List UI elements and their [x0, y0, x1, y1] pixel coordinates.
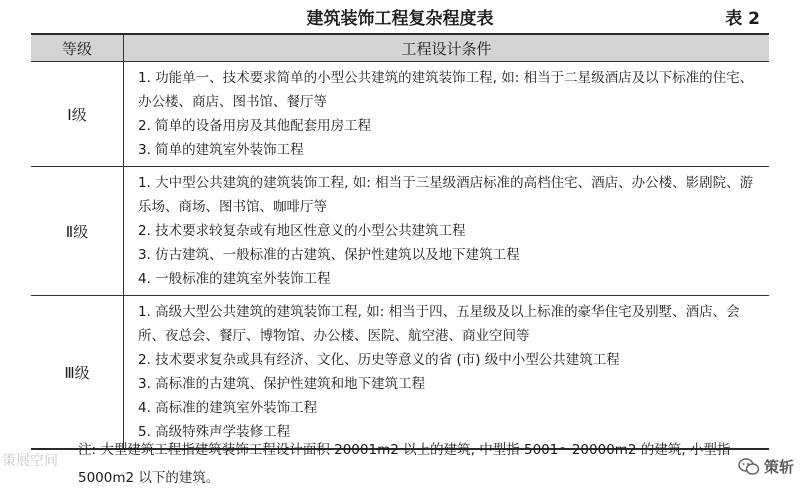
condition-item: 1. 功能单一、技术要求简单的小型公共建筑的建筑装饰工程, 如: 相当于二星级酒店及以下标准的住宅、办公楼、商店、图书馆、餐厅等: [138, 70, 754, 110]
watermark-left: 策展空间: [2, 453, 58, 469]
condition-item: 1. 大中型公共建筑的建筑装饰工程, 如: 相当于三星级酒店标准的高档住宅、酒店、办公楼、影剧院、游乐场、商场、图书馆、咖啡厅等: [138, 175, 754, 215]
grade-cell: Ⅲ级: [31, 296, 124, 450]
complexity-table: [31, 33, 769, 450]
condition-item: 4. 一般标准的建筑室外装饰工程: [138, 271, 331, 287]
watermark-right-text: 策斩: [763, 458, 794, 476]
document-title: 建筑装饰工程复杂程度表: [306, 9, 494, 29]
conditions-cell: [124, 296, 770, 450]
conditions-cell: [124, 167, 770, 296]
table-header-row: [31, 34, 769, 62]
condition-item: 4. 高标准的建筑室外装饰工程: [138, 400, 318, 416]
table-row-level-1: [31, 62, 769, 167]
condition-item: 3. 仿古建筑、一般标准的古建筑、保护性建筑以及地下建筑工程: [138, 247, 520, 263]
conditions-cell: [124, 62, 770, 167]
condition-item: 2. 技术要求复杂或具有经济、文化、历史等意义的省 (市) 级中小型公共建筑工程: [138, 352, 620, 368]
table-row-level-2: [31, 167, 769, 296]
grade-cell: Ⅰ级: [31, 62, 124, 167]
condition-item: 2. 简单的设备用房及其他配套用房工程: [138, 118, 372, 134]
condition-item: 3. 高标准的古建筑、保护性建筑和地下建筑工程: [138, 376, 426, 392]
grade-cell: Ⅱ级: [31, 167, 124, 296]
condition-item: 3. 简单的建筑室外装饰工程: [138, 142, 304, 158]
wechat-icon: [738, 458, 760, 476]
table-row-level-3: [31, 296, 769, 450]
table-note: 注: 大型建筑工程指建筑装饰工程设计面积 20001m2 以上的建筑, 中型指 5001～20000m2 的建筑, 小型指 5000m2 以下的建筑。: [78, 442, 731, 486]
condition-item: 5. 高级特殊声学装修工程: [138, 424, 291, 440]
header-conditions: 工程设计条件: [124, 34, 770, 62]
table-number: 表 2: [725, 9, 760, 29]
condition-item: 2. 技术要求较复杂或有地区性意义的小型公共建筑工程: [138, 223, 466, 239]
condition-item: 1. 高级大型公共建筑的建筑装饰工程, 如: 相当于四、五星级及以上标准的豪华住宅及别墅、酒店、会所、夜总会、餐厅、博物馆、办公楼、医院、航空港、商业空间等: [138, 304, 740, 344]
watermark-right: [738, 456, 794, 477]
title-row: [0, 0, 800, 30]
header-grade: 等级: [31, 34, 124, 62]
